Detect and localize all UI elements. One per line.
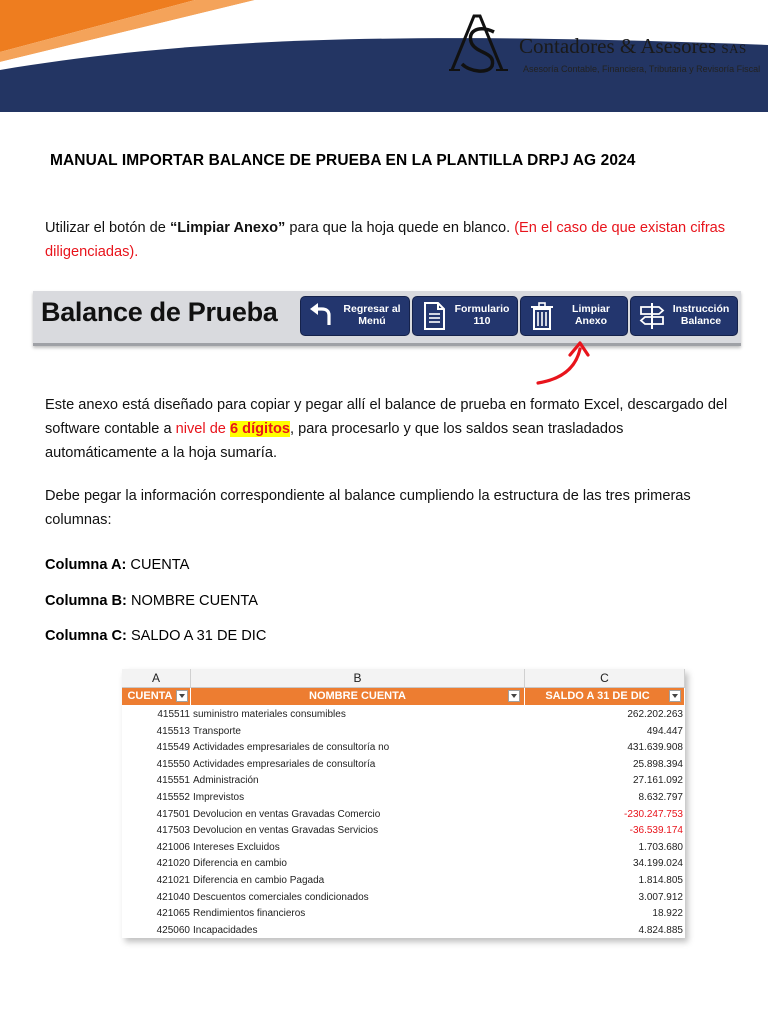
formulario-110-label: Formulario 110 [454,303,510,327]
spreadsheet-sample [122,669,685,938]
column-letter-a[interactable]: A [122,669,191,688]
cell-saldo[interactable]: 8.632.797 [638,791,683,803]
cell-saldo[interactable]: -36.539.174 [629,825,683,837]
limpiar-anexo-label: Limpiar Anexo [572,303,610,327]
cell-cuenta[interactable]: 421006 [156,841,190,853]
cell-nombre[interactable]: Devolucion en ventas Gravadas Servicios [193,825,379,837]
sheet-rows [122,707,685,939]
intro-note: (En el caso de que existan cifras diligenciadas). [45,220,726,260]
cell-nombre[interactable]: Imprevistos [193,791,245,803]
table-row [122,840,685,857]
trash-icon [527,301,557,331]
cell-saldo[interactable]: 18.922 [652,908,683,920]
column-b-label: Columna B: [45,593,127,609]
instruccion-balance-button[interactable] [630,296,738,336]
document-title: MANUAL IMPORTAR BALANCE DE PRUEBA EN LA PLANTILLA DRPJ AG 2024 [50,152,636,169]
table-row [122,856,685,873]
balance-toolbar [33,291,741,346]
table-row [122,773,685,790]
cell-cuenta[interactable]: 415513 [156,725,190,737]
cell-cuenta[interactable]: 421065 [156,908,190,920]
table-row [122,740,685,757]
cell-saldo[interactable]: 25.898.394 [632,758,683,770]
logo-monogram-icon [448,10,510,76]
regresar-menu-button[interactable] [300,296,410,336]
brand-tagline: Asesoría Contable, Financiera, Tributaria y Revisoría Fiscal [523,64,761,74]
cell-cuenta[interactable]: 415552 [156,791,190,803]
intro-button-name: “Limpiar Anexo” [169,220,286,236]
column-a-value: CUENTA [126,557,190,573]
table-row [122,707,685,724]
table-row [122,873,685,890]
return-arrow-icon [307,301,337,331]
cell-saldo[interactable]: -230.247.753 [624,808,683,820]
column-b-value: NOMBRE CUENTA [126,593,258,609]
cell-saldo[interactable]: 431.639.908 [627,742,683,754]
cell-nombre[interactable]: Intereses Excluidos [193,841,280,853]
cell-nombre[interactable]: Incapacidades [193,924,258,936]
company-logo [448,10,761,80]
signpost-icon [637,301,667,331]
header-saldo-label: SALDO A 31 DE DIC [545,690,650,702]
header-cuenta [122,688,190,705]
intro-paragraph [45,216,735,264]
cell-nombre[interactable]: Diferencia en cambio Pagada [193,874,325,886]
regresar-menu-label: Regresar al Menú [343,303,401,327]
column-b-line [45,593,258,609]
filter-dropdown-icon[interactable] [176,690,188,702]
column-c-value: SALDO A 31 DE DIC [126,628,267,644]
table-row [122,790,685,807]
cell-saldo[interactable]: 1.703.680 [638,841,683,853]
cell-cuenta[interactable]: 421020 [156,858,190,870]
description-highlight: 6 dígitos [229,421,290,437]
table-row [122,807,685,824]
cell-nombre[interactable]: Actividades empresariales de consultoría [193,758,376,770]
table-row [122,923,685,940]
table-row [122,890,685,907]
column-c-label: Columna C: [45,628,127,644]
column-c-line [45,628,266,644]
header-cuenta-label: CUENTA [127,690,173,702]
filter-dropdown-icon[interactable] [669,690,681,702]
cell-cuenta[interactable]: 415549 [156,742,190,754]
pointer-arrow-icon [528,335,598,390]
document-icon [419,301,449,331]
column-a-line [45,557,189,573]
brand-name: Contadores & Asesores [519,34,717,58]
header-nombre-label: NOMBRE CUENTA [309,690,406,702]
cell-cuenta[interactable]: 415511 [157,709,190,720]
cell-cuenta[interactable]: 421040 [156,891,190,903]
cell-saldo[interactable]: 3.007.912 [638,891,683,903]
header-nombre-cuenta [191,688,524,705]
formulario-110-button[interactable] [412,296,518,336]
instruccion-balance-label: Instrucción Balance [672,303,730,327]
cell-cuenta[interactable]: 417503 [156,825,190,837]
column-a-label: Columna A: [45,557,127,573]
cell-saldo[interactable]: 27.161.092 [632,775,683,787]
cell-nombre[interactable]: Descuentos comerciales condicionados [193,891,369,903]
column-letter-c[interactable]: C [525,669,685,688]
description-red-text: nivel de [175,421,230,437]
cell-nombre[interactable]: Administración [193,775,259,787]
cell-nombre[interactable]: Rendimientos financieros [193,908,306,920]
cell-cuenta[interactable]: 417501 [156,808,190,820]
cell-nombre[interactable]: Transporte [193,725,241,737]
description-paragraph [45,393,735,465]
intro-lead: Utilizar el botón de [45,220,170,236]
cell-cuenta[interactable]: 425060 [156,924,190,936]
cell-nombre[interactable]: Diferencia en cambio [193,858,287,870]
table-row [122,823,685,840]
header-saldo [525,688,684,705]
cell-nombre[interactable]: Devolucion en ventas Gravadas Comercio [193,808,381,820]
cell-saldo[interactable]: 4.824.885 [638,924,683,936]
cell-nombre[interactable]: Actividades empresariales de consultoría no [193,742,390,754]
column-letter-b[interactable]: B [191,669,525,688]
cell-cuenta[interactable]: 421021 [156,874,190,886]
toolbar-title: Balance de Prueba [41,297,278,327]
structure-paragraph: Debe pegar la información correspondiente al balance cumpliendo la estructura de las tres primeras columnas: [45,488,691,528]
cell-saldo[interactable]: 262.202.263 [627,709,683,720]
cell-cuenta[interactable]: 415551 [156,775,190,787]
intro-after: para que la hoja quede en blanco. [285,220,515,236]
description-text-1: Este anexo está diseñado para copiar y pegar allí el balance de prueba en formato Excel, descargado del software contable a [45,397,728,437]
cell-cuenta[interactable]: 415550 [156,758,190,770]
cell-saldo[interactable]: 494.447 [646,725,683,737]
description-text-2: , para procesarlo y que los saldos sean trasladados automáticamente a la hoja sumaría. [45,421,624,461]
cell-nombre[interactable]: suministro materiales consumibles [193,709,346,720]
table-row [122,906,685,923]
limpiar-anexo-button[interactable] [520,296,628,336]
brand-suffix: SAS [721,41,747,56]
cell-saldo[interactable]: 1.814.805 [638,874,683,886]
cell-saldo[interactable]: 34.199.024 [632,858,683,870]
table-row [122,724,685,741]
filter-dropdown-icon[interactable] [508,690,520,702]
table-row [122,757,685,774]
